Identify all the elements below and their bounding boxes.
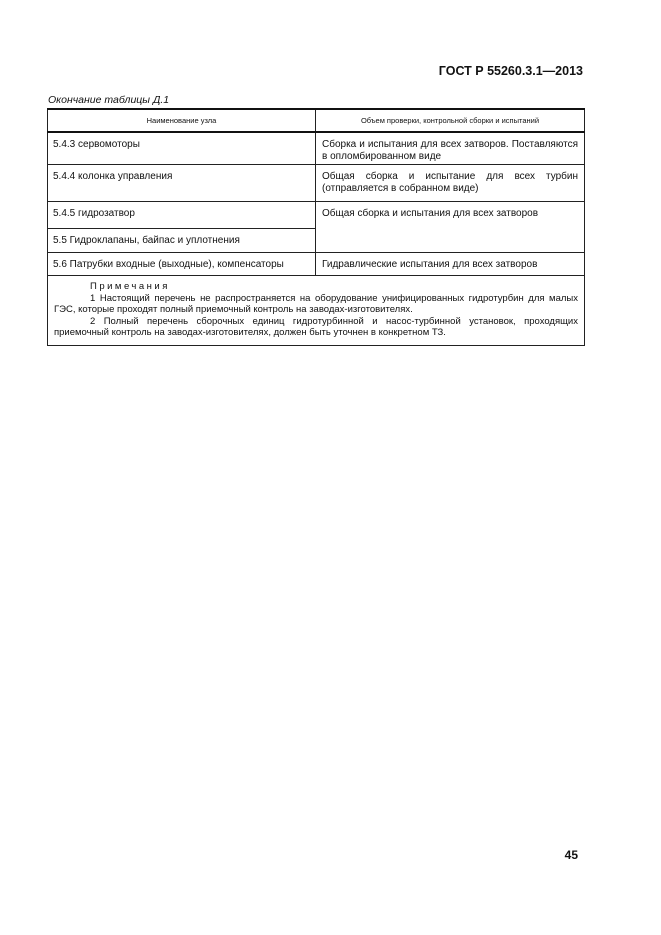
node-cell: 5.4.5 гидрозатвор bbox=[48, 202, 316, 229]
column-header-node: Наименование узла bbox=[48, 109, 316, 132]
table-row bbox=[48, 202, 585, 229]
table-caption: Окончание таблицы Д.1 bbox=[48, 94, 170, 106]
note-item: 2 Полный перечень сборочных единиц гидротурбинной и насос-турбинной установок, проходящих приемочный контроль на заводах-изготовителях, должен быть уточнен в конкретном ТЗ. bbox=[54, 315, 578, 338]
check-cell: Гидравлические испытания для всех затворов bbox=[316, 253, 585, 276]
table-row bbox=[48, 165, 585, 202]
table-row bbox=[48, 253, 585, 276]
node-cell: 5.4.3 сервомоторы bbox=[48, 132, 316, 165]
note-item: 1 Настоящий перечень не распространяется на оборудование унифицированных гидротурбин для малых ГЭС, которые проходят полный приемочный контроль на заводах-изготовителях. bbox=[54, 292, 578, 315]
node-cell: 5.4.4 колонка управления bbox=[48, 165, 316, 202]
notes-title: Примечания bbox=[90, 281, 170, 292]
page-number: 45 bbox=[564, 848, 578, 862]
notes-cell bbox=[48, 276, 585, 346]
table-row bbox=[48, 132, 585, 165]
check-cell: Сборка и испытания для всех затворов. Поставляются в опломбированном виде bbox=[316, 132, 585, 165]
table-header-row bbox=[48, 109, 585, 132]
notes-row bbox=[48, 276, 585, 346]
inspection-table bbox=[47, 108, 585, 346]
column-header-check: Объем проверки, контрольной сборки и испытаний bbox=[316, 109, 585, 132]
check-cell: Общая сборка и испытания для всех затворов bbox=[316, 202, 585, 253]
check-cell: Общая сборка и испытание для всех турбин (отправляется в собранном виде) bbox=[316, 165, 585, 202]
node-cell: 5.5 Гидроклапаны, байпас и уплотнения bbox=[48, 229, 316, 253]
node-cell: 5.6 Патрубки входные (выходные), компенсаторы bbox=[48, 253, 316, 276]
document-header-code: ГОСТ Р 55260.3.1—2013 bbox=[438, 64, 583, 78]
